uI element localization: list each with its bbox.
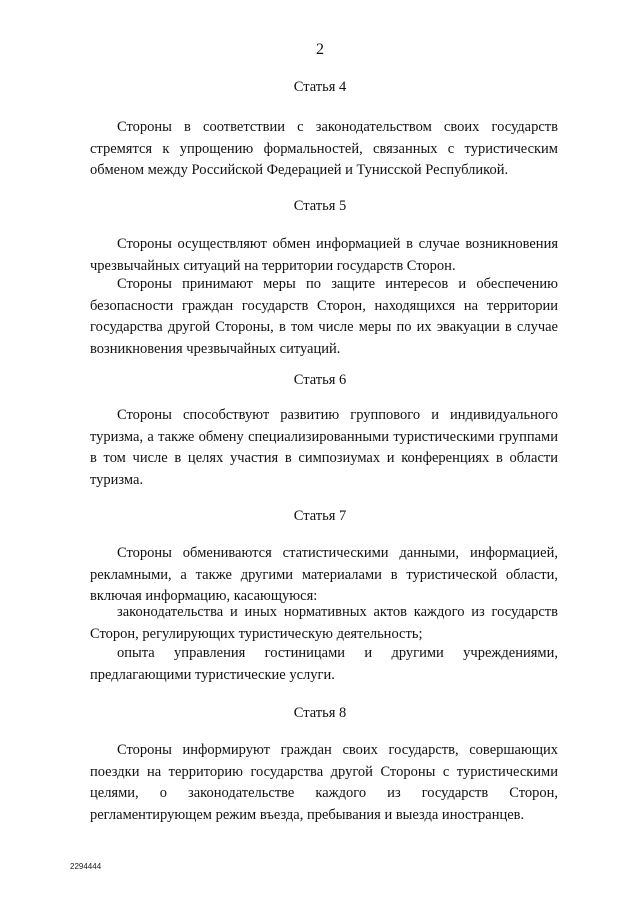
article-7-paragraph-1: Стороны обмениваются статистическими данными, информацией, рекламными, а также другими материалами в туристической области, включая информацию, касающуюся: — [90, 545, 558, 604]
document-code: 2294444 — [70, 862, 102, 871]
article-7-paragraph-3: опыта управления гостиницами и другими учреждениями, предлагающими туристические услуги. — [90, 645, 558, 683]
article-7-title: Статья 7 — [293, 508, 347, 524]
page-number: 2 — [316, 41, 324, 58]
article-4-title: Статья 4 — [293, 79, 347, 95]
article-8-title: Статья 8 — [293, 705, 347, 721]
article-5-paragraph-2: Стороны принимают меры по защите интересов и обеспечению безопасности граждан государств Сторон, находящихся на территории государства другой Стороны, в том числе меры по их эвакуации в случае возникновения чрезвычайных ситуаций. — [90, 276, 558, 357]
article-6-paragraph-1: Стороны способствуют развитию группового и индивидуального туризма, а также обмену специализированными туристическими группами в том числе в целях участия в симпозиумах и конференциях в области туризма. — [90, 407, 558, 488]
article-4-paragraph-1: Стороны в соответствии с законодательством своих государств стремятся к упрощению формальностей, связанных с туристическим обменом между Российской Федерацией и Тунисской Республикой. — [90, 119, 558, 178]
article-5-paragraph-1: Стороны осуществляют обмен информацией в случае возникновения чрезвычайных ситуаций на территории государств Сторон. — [90, 236, 558, 274]
article-6-title: Статья 6 — [293, 372, 347, 388]
article-5-title: Статья 5 — [293, 198, 347, 214]
article-7-paragraph-2: законодательства и иных нормативных актов каждого из государств Сторон, регулирующих туристическую деятельность; — [90, 604, 558, 642]
article-8-paragraph-1: Стороны информируют граждан своих государств, совершающих поездки на территорию государства другой Стороны с туристическими целями, о законодательстве каждого из государств Сторон, регламентирующем режим въезда, пребывания и выезда иностранцев. — [90, 742, 558, 823]
